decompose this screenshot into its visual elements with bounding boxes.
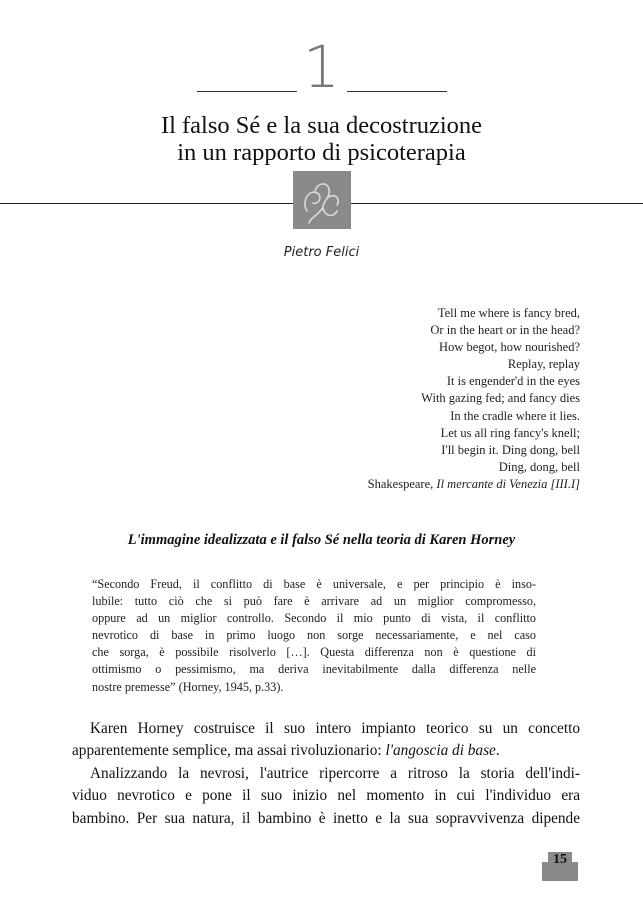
epigraph-line: Or in the heart or in the head? — [430, 323, 580, 338]
block-quote-line: nevrotico di base in primo luogo non sorge necessariamente, e nel caso — [92, 628, 536, 643]
body-text: apparentemente semplice, ma assai rivoluzionario: — [72, 742, 386, 760]
epigraph-line: In the cradle where it lies. — [450, 408, 580, 423]
body-line — [72, 740, 580, 762]
block-quote-line: che sorga, è possibile risolverlo […]. Questa differenza non è questione di — [92, 645, 536, 660]
block-quote-line: “Secondo Freud, il conflitto di base è universale, e per principio è inso- — [92, 577, 536, 591]
body-text: . — [495, 742, 500, 760]
epigraph-line: Tell me where is fancy bred, — [437, 306, 580, 320]
body-line: bambino. Per sua natura, il bambino è inetto e la sua sopravvivenza dipende — [72, 809, 580, 827]
epigraph-line: Ding, dong, bell — [498, 459, 580, 474]
block-quote-line: lubile: tutto ciò che si può fare è arrivare ad un miglior compromesso, — [92, 594, 536, 609]
section-title: L'immagine idealizzata e il falso Sé nella teoria di Karen Horney — [127, 532, 516, 548]
body-emphasis: l'angoscia di base — [385, 742, 496, 760]
body-paragraph-2 — [72, 763, 580, 830]
epigraph-line: Replay, replay — [507, 357, 580, 372]
epigraph-line: Let us all ring fancy's knell; — [440, 425, 580, 440]
epigraph — [220, 305, 580, 493]
chapter-title-line-2: in un rapporto di psicoterapia — [177, 139, 466, 166]
epigraph-line: How begot, how nourished? — [439, 340, 580, 355]
swirl-emblem-graphic — [293, 171, 351, 229]
epigraph-line: With gazing fed; and fancy dies — [421, 391, 580, 406]
block-quote-line: oppure ad un miglior controllo. Secondo il mio punto di vista, il conflitto — [92, 611, 536, 626]
author-name: Pietro Felici — [283, 245, 360, 260]
epigraph-attribution-work: Il mercante di Venezia [III.I] — [436, 476, 580, 491]
chapter-title-line-1: Il falso Sé e la sua decostruzione — [160, 112, 483, 139]
chapter-title — [0, 112, 643, 166]
block-quote-line: nostre premesse” (Horney, 1945, p.33). — [92, 679, 284, 694]
epigraph-attribution-author: Shakespeare, — [367, 476, 437, 491]
page-number: 15 — [553, 852, 567, 867]
body-line: viduo nevrotico e pone il suo inizio nel momento in cui l'individuo era — [72, 787, 580, 805]
body-line: Karen Horney costruisce il suo intero impianto teorico su un concetto — [90, 720, 580, 737]
body-paragraph-1 — [72, 718, 580, 763]
swirl-emblem-icon — [293, 171, 351, 229]
epigraph-line: I'll begin it. Ding dong, bell — [441, 442, 580, 457]
epigraph-attribution — [220, 476, 580, 493]
block-quote-line: ottimismo o pessimismo, ma deriva inevitabilmente dalla differenza nelle — [92, 662, 536, 677]
block-quote — [92, 576, 536, 696]
chapter-number: 1 — [303, 33, 340, 101]
body-line: Analizzando la nevrosi, l'autrice ripercorre a ritroso la storia dell'indi- — [90, 765, 580, 782]
epigraph-line: It is engender'd in the eyes — [446, 374, 580, 389]
